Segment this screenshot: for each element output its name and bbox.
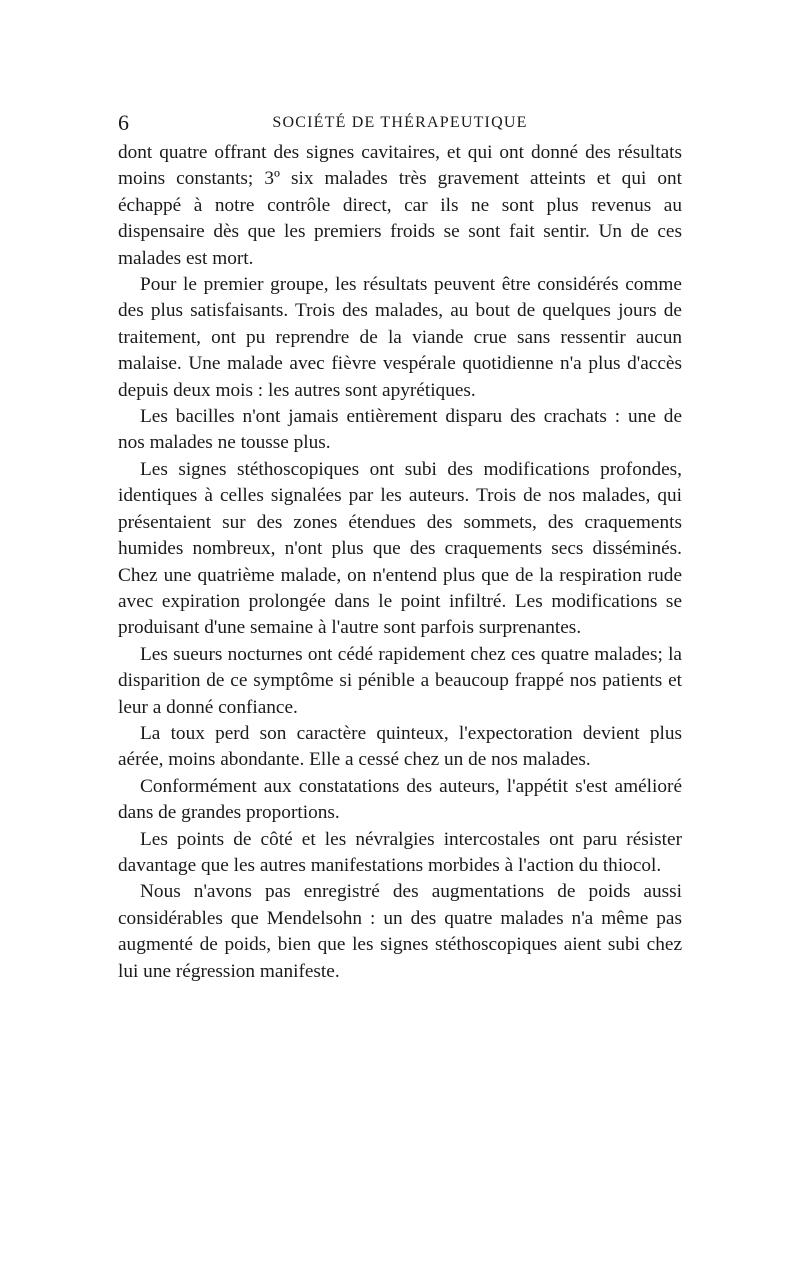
- page-number: 6: [118, 110, 130, 135]
- page-header: [118, 110, 682, 140]
- body-text: [118, 140, 682, 985]
- paragraph-toux: La toux perd son caractère quinteux, l'expectoration devient plus aérée, moins abondante. Elle a cessé chez un de nos malades.: [118, 722, 682, 771]
- paragraph-first-group: Pour le premier groupe, les résultats peuvent être considérés comme des plus satisfaisants. Trois des malades, au bout de quelques jours de traitement, ont pu reprendre de la viande crue sans ressentir aucun malaise. Une malade avec fièvre vespérale quotidienne n'a plus d'accès depuis deux mois : les autres sont apyrétiques.: [118, 274, 682, 401]
- paragraph-bacilles: Les bacilles n'ont jamais entièrement disparu des crachats : une de nos malades ne tousse plus.: [118, 406, 682, 454]
- book-page: [118, 110, 682, 985]
- paragraph-appetit: Conformément aux constatations des auteurs, l'appétit s'est amélioré dans de grandes proportions.: [118, 775, 682, 824]
- paragraph-poids: Nous n'avons pas enregistré des augmentations de poids aussi considérables que Mendelsohn : un des quatre malades n'a même pas augmenté de poids, bien que les signes stéthoscopiques aient subi chez lui une régression manifeste.: [118, 881, 682, 982]
- paragraph-sueurs: Les sueurs nocturnes ont cédé rapidement chez ces quatre malades; la disparition de ce symptôme si pénible a beaucoup frappé nos patients et leur a donné confiance.: [118, 643, 682, 718]
- paragraph-points-de-cote: Les points de côté et les névralgies intercostales ont paru résister davantage que les autres manifestations morbides à l'action du thiocol.: [118, 828, 682, 876]
- paragraph-continuation: dont quatre offrant des signes cavitaires, et qui ont donné des résultats moins constants; 3º six malades très gravement atteints et qui ont échappé à notre contrôle direct, car ils ne sont plus revenus au dispensaire dès que les premiers froids se sont fait sentir. Un de ces malades est mort.: [118, 142, 682, 269]
- paragraph-signes-stethoscopiques: Les signes stéthoscopiques ont subi des modifications profondes, identiques à celles signalées par les auteurs. Trois de nos malades, qui présentaient sur des zones étendues des sommets, des craquements humides nombreux, n'ont plus que des craquements secs disséminés. Chez une quatrième malade, on n'entend plus que de la respiration rude avec expiration prolongée dans le point infiltré. Les modifications se produisant d'une semaine à l'autre sont parfois surprenantes.: [118, 458, 682, 639]
- running-head: SOCIÉTÉ DE THÉRAPEUTIQUE: [272, 114, 528, 131]
